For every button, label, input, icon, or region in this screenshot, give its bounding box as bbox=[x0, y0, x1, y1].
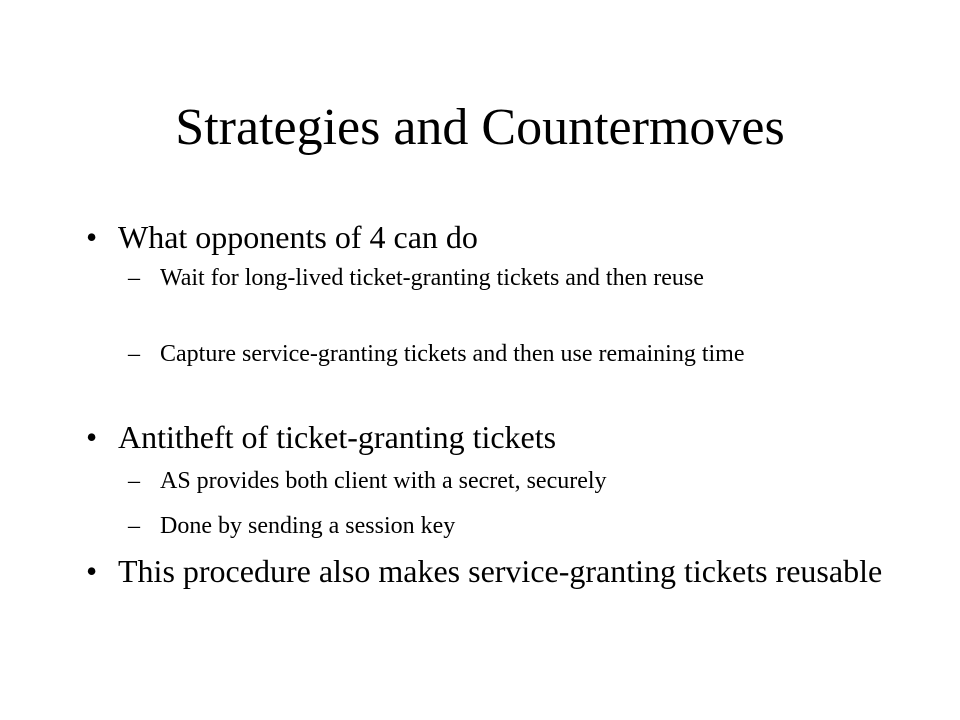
dash-glyph: – bbox=[128, 265, 140, 291]
sub-bullet-text: Wait for long-lived ticket-granting tickets and then reuse bbox=[160, 265, 704, 291]
bullet-text: This procedure also makes service-granting tickets reusable bbox=[118, 553, 883, 589]
sub-bullet-text: Capture service-granting tickets and then use remaining time bbox=[160, 341, 745, 367]
sub-bullet-item bbox=[128, 340, 868, 368]
bullet-text: What opponents of 4 can do bbox=[118, 219, 478, 255]
sub-bullet-item bbox=[128, 512, 868, 540]
bullet-glyph: • bbox=[86, 419, 98, 455]
dash-glyph: – bbox=[128, 468, 140, 494]
bullet-text: Antitheft of ticket-granting tickets bbox=[118, 419, 557, 455]
sub-bullet-text: AS provides both client with a secret, securely bbox=[160, 468, 607, 494]
bullet-glyph: • bbox=[86, 553, 98, 589]
sub-bullet-item bbox=[128, 467, 868, 495]
bullet-glyph: • bbox=[86, 219, 98, 255]
sub-bullet-item bbox=[128, 264, 868, 292]
bullet-item bbox=[86, 552, 886, 590]
bullet-item bbox=[86, 418, 886, 456]
sub-bullet-text: Done by sending a session key bbox=[160, 513, 456, 539]
dash-glyph: – bbox=[128, 341, 140, 367]
dash-glyph: – bbox=[128, 513, 140, 539]
bullet-item bbox=[86, 218, 886, 256]
slide-title: Strategies and Countermoves bbox=[175, 99, 785, 156]
